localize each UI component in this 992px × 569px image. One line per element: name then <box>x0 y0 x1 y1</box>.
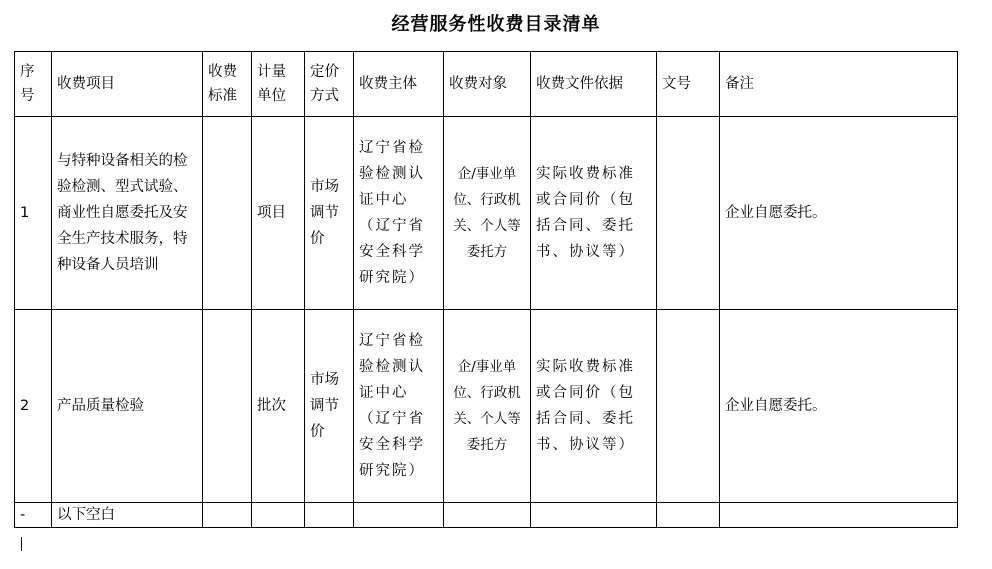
cell-remark: 企业自愿委托。 <box>720 310 958 503</box>
cell-basis: 实际收费标准或合同价（包括合同、委托书、协议等） <box>531 310 657 503</box>
header-remark: 备注 <box>720 52 958 117</box>
cell-subject: 辽宁省检验检测认证中心（辽宁省安全科学研究院） <box>354 117 444 310</box>
cell-unit: 批次 <box>252 310 305 503</box>
cell-seq: 1 <box>15 117 52 310</box>
text-cursor[interactable] <box>21 537 22 551</box>
cell-doc-no <box>657 117 720 310</box>
cell-pricing: 市场调节价 <box>305 117 354 310</box>
cell-item: 以下空白 <box>52 503 203 528</box>
header-item: 收费项目 <box>52 52 203 117</box>
header-seq: 序号 <box>15 52 52 117</box>
header-pricing: 定价方式 <box>305 52 354 117</box>
cell-seq: - <box>15 503 52 528</box>
cell-target: 企/事业单位、行政机关、个人等委托方 <box>444 117 531 310</box>
cell-item: 产品质量检验 <box>52 310 203 503</box>
cell-pricing: 市场调节价 <box>305 310 354 503</box>
header-doc-no: 文号 <box>657 52 720 117</box>
cell-remark: 企业自愿委托。 <box>720 117 958 310</box>
header-basis: 收费文件依据 <box>531 52 657 117</box>
cell-seq: 2 <box>15 310 52 503</box>
header-subject: 收费主体 <box>354 52 444 117</box>
cell-unit: 项目 <box>252 117 305 310</box>
cell-doc-no <box>657 310 720 503</box>
table-row <box>15 310 958 503</box>
cell-item: 与特种设备相关的检验检测、型式试验、商业性自愿委托及安全生产技术服务，特种设备人员培训 <box>52 117 203 310</box>
table-header-row <box>15 52 958 117</box>
cell-standard <box>203 117 252 310</box>
header-target: 收费对象 <box>444 52 531 117</box>
document-title: 经营服务性收费目录清单 <box>391 14 601 35</box>
cell-target: 企/事业单位、行政机关、个人等委托方 <box>444 310 531 503</box>
header-unit: 计量单位 <box>252 52 305 117</box>
table-row <box>15 503 958 528</box>
table-row <box>15 117 958 310</box>
cell-standard <box>203 310 252 503</box>
cell-subject: 辽宁省检验检测认证中心（辽宁省安全科学研究院） <box>354 310 444 503</box>
fee-catalog-table <box>14 51 958 528</box>
cell-basis: 实际收费标准或合同价（包括合同、委托书、协议等） <box>531 117 657 310</box>
header-standard: 收费标准 <box>203 52 252 117</box>
